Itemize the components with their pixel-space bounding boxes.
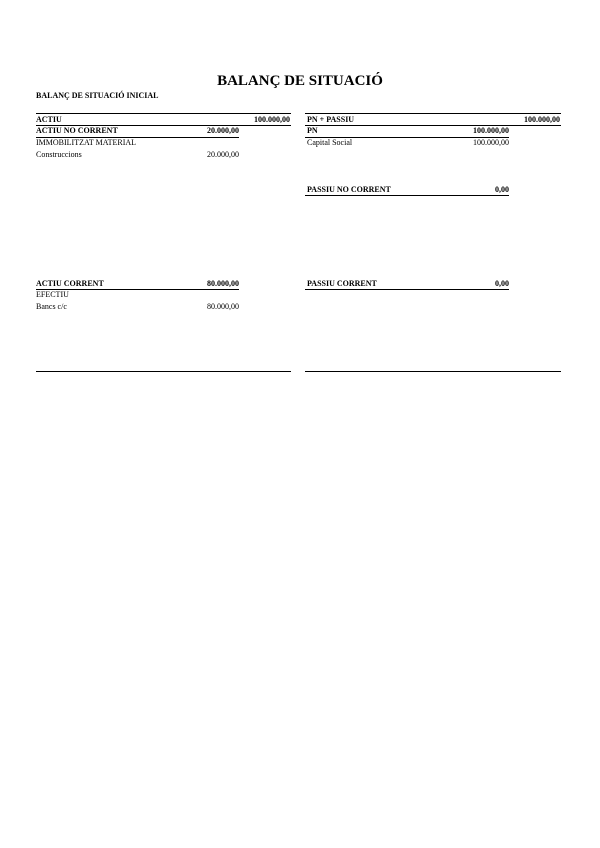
construccions-label: Construccions — [36, 150, 82, 159]
actiu-bottom-rule — [36, 371, 291, 372]
capital-social-label: Capital Social — [307, 138, 353, 147]
construccions-value: 20.000,00 — [207, 150, 239, 159]
passiu-corrent-total: 0,00 — [495, 279, 509, 288]
actiu-total: 100.000,00 — [254, 115, 290, 124]
pn-passiu-top-rule — [305, 113, 561, 114]
actiu-label: ACTIU — [36, 115, 62, 124]
actiu-no-corrent-total: 20.000,00 — [207, 126, 239, 135]
page-subtitle: BALANÇ DE SITUACIÓ INICIAL — [36, 91, 159, 100]
bancs-label: Bancs c/c — [36, 302, 67, 311]
immobilitzat-material-group: IMMOBILITZAT MATERIAL — [36, 138, 137, 147]
bancs-value: 80.000,00 — [207, 302, 239, 311]
pn-passiu-total: 100.000,00 — [524, 115, 560, 124]
efectiu-group: EFECTIU — [36, 290, 69, 299]
pn-total: 100.000,00 — [473, 126, 509, 135]
actiu-no-corrent-label: ACTIU NO CORRENT — [36, 126, 118, 135]
passiu-corrent-rule — [305, 289, 509, 290]
pn-passiu-header-rule — [305, 125, 561, 126]
actiu-top-rule — [36, 113, 291, 114]
pn-passiu-label: PN + PASSIU — [307, 115, 355, 124]
pn-passiu-bottom-rule — [305, 371, 561, 372]
passiu-no-corrent-label: PASSIU NO CORRENT — [307, 185, 391, 194]
capital-social-value: 100.000,00 — [473, 138, 509, 147]
passiu-no-corrent-rule — [305, 195, 509, 196]
page-title: BALANÇ DE SITUACIÓ — [217, 73, 383, 89]
passiu-corrent-label: PASSIU CORRENT — [307, 279, 377, 288]
actiu-corrent-total: 80.000,00 — [207, 279, 239, 288]
actiu-corrent-label: ACTIU CORRENT — [36, 279, 104, 288]
pn-label: PN — [307, 126, 318, 135]
passiu-no-corrent-total: 0,00 — [495, 185, 509, 194]
